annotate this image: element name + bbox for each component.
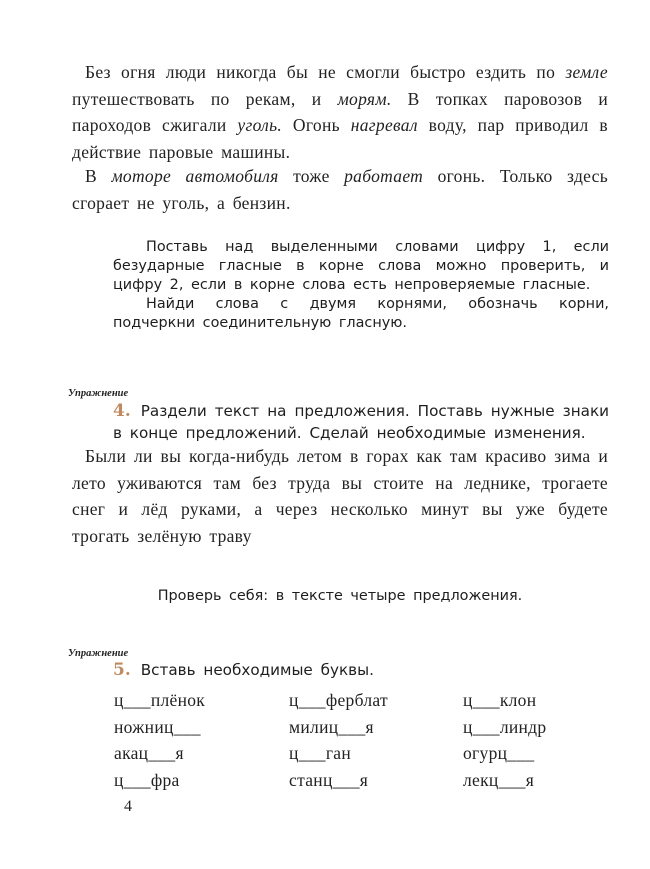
word-item: ц___фра (114, 769, 180, 790)
text-segment: Без огня люди никогда бы не смогли быстро ездить по (85, 62, 566, 82)
text-paragraph-1 (72, 59, 608, 165)
word-item: акац___я (114, 743, 184, 763)
task-line-2: Найди слова с двумя корнями, обозначь корни, подчеркни соединительную гласную. (113, 296, 609, 331)
exercise-4-header (113, 400, 609, 444)
text-segment: Огонь (282, 115, 351, 135)
page-number: 4 (124, 798, 132, 815)
exercise-5-word-grid (114, 687, 574, 793)
highlighted-word: уголь. (237, 115, 283, 135)
exercise-4-label: Упражнение (68, 388, 129, 399)
text-segment: В (85, 166, 112, 186)
word-item: огурц___ (463, 743, 535, 763)
highlighted-word: морям. (337, 88, 392, 109)
exercise-4-check: Проверь себя: в тексте четыре предложения. (157, 588, 523, 604)
highlighted-word: земле (565, 62, 608, 82)
task-instructions (113, 238, 609, 333)
word-item: ц___ган (289, 743, 352, 763)
word-item: милиц___я (289, 716, 374, 737)
text-segment: В топках паровозов и пароходов сжигали (72, 88, 608, 135)
task-line-1: Поставь над выделенными словами цифру 1, если безударные гласные в корне слова можно проверить, и цифру 2, если в корне слова есть непроверяемые гласные. (113, 239, 609, 293)
text-segment: воду, пар приводил в действие паровые машины. (72, 115, 608, 162)
exercise-5-number: 5. (113, 660, 131, 680)
word-item: лекц___я (463, 769, 535, 790)
text-paragraph-2 (72, 163, 608, 216)
exercise-5-instruction: Вставь необходимые буквы. (140, 661, 374, 679)
highlighted-word: моторе автомобиля (111, 166, 279, 186)
text-segment: огонь. Только здесь сгорает не уголь, а бензин. (72, 166, 609, 213)
word-item: станц___я (289, 769, 369, 790)
highlighted-word: нагревал (350, 115, 418, 135)
exercise-4-number: 4. (113, 401, 131, 421)
word-item: ц___линдр (463, 716, 547, 737)
exercise-4-text: Были ли вы когда-нибудь летом в горах как там красиво зима и лето уживаются там без труда вы стоите на леднике, трогаете снег и лёд руками, а через несколько минут вы уже будете трогать зелёную траву (72, 446, 608, 546)
text-segment: путешествовать по рекам, и (72, 88, 338, 109)
exercise-5-header (113, 659, 609, 681)
word-item: ц___ферблат (289, 690, 388, 710)
exercise-5-label: Упражнение (68, 648, 129, 659)
word-item: ц___плёнок (114, 690, 206, 710)
word-item: ц___клон (463, 690, 537, 710)
word-item: ножниц___ (114, 716, 201, 737)
exercise-4-instruction: Раздели текст на предложения. Поставь нужные знаки в конце предложений. Сделай необходимые изменения. (113, 402, 609, 442)
highlighted-word: работает (344, 166, 424, 186)
text-segment: тоже (278, 166, 345, 186)
